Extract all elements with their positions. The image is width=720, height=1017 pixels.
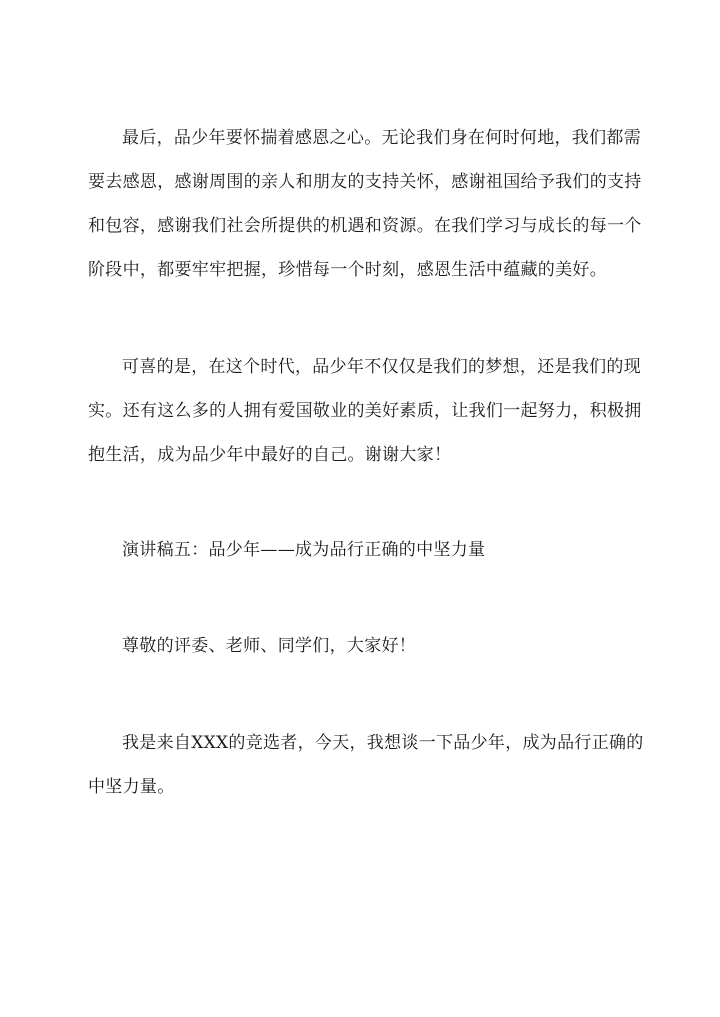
paragraph-2-line-3: 抱生活，成为品少年中最好的自己。谢谢大家！: [88, 445, 452, 465]
paragraph-1-line-3: 和包容，感谢我们社会所提供的机遇和资源。在我们学习与成长的每一个: [88, 216, 642, 236]
paragraph-5-line-2: 中坚力量。: [88, 777, 175, 797]
paragraph-5-line-1: 我是来自XXX的竞选者，今天，我想谈一下品少年，成为品行正确的: [122, 733, 644, 753]
paragraph-2-line-1: 可喜的是，在这个时代，品少年不仅仅是我们的梦想，还是我们的现: [122, 357, 641, 377]
paragraph-2-line-2: 实。还有这么多的人拥有爱国敬业的美好素质，让我们一起努力，积极拥: [88, 401, 642, 421]
speech-heading: 演讲稿五：品少年——成为品行正确的中坚力量: [122, 540, 486, 560]
greeting-line: 尊敬的评委、老师、同学们，大家好！: [122, 636, 417, 656]
paragraph-1-line-1: 最后，品少年要怀揣着感恩之心。无论我们身在何时何地，我们都需: [122, 128, 641, 148]
paragraph-1-line-2: 要去感恩，感谢周围的亲人和朋友的支持关怀，感谢祖国给予我们的支持: [88, 172, 642, 192]
paragraph-1-line-4: 阶段中，都要牢牢把握，珍惜每一个时刻，感恩生活中蕴藏的美好。: [88, 260, 607, 280]
